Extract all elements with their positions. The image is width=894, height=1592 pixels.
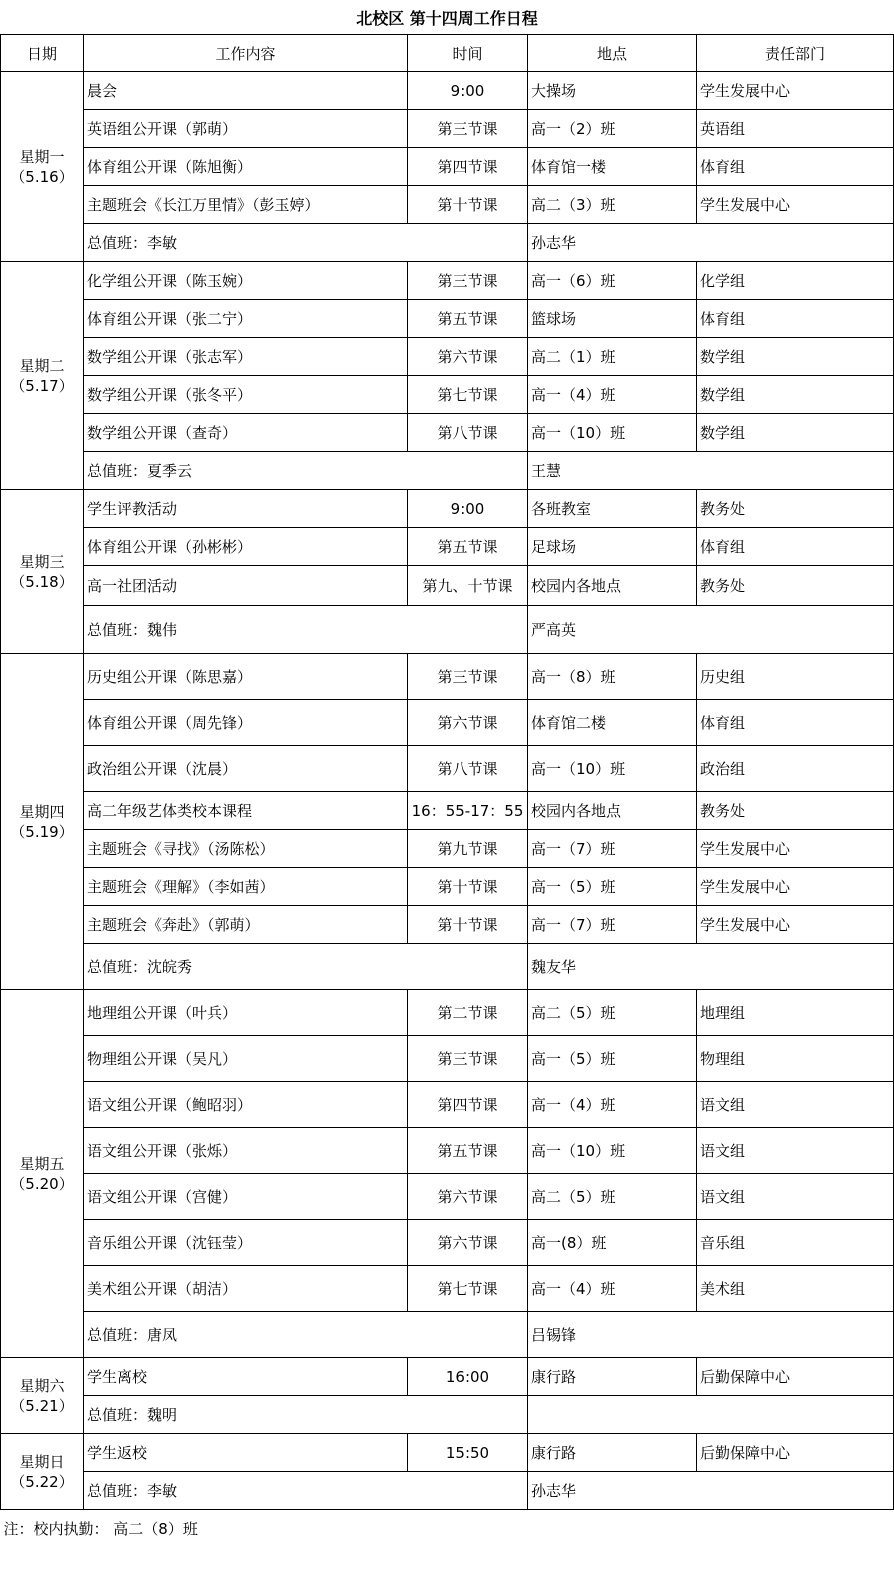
cell-place: 校园内各地点	[528, 792, 697, 830]
cell-place: 高二（3）班	[528, 186, 697, 224]
cell-content: 政治组公开课（沈晨）	[84, 746, 408, 792]
cell-dept: 化学组	[697, 262, 894, 300]
table-row	[1, 376, 894, 414]
duty-officer: 总值班：沈皖秀	[84, 944, 528, 990]
cell-dept: 教务处	[697, 792, 894, 830]
table-row	[1, 1174, 894, 1220]
day-name: 星期二	[19, 356, 65, 375]
cell-time: 第六节课	[408, 338, 528, 376]
cell-dept: 体育组	[697, 300, 894, 338]
cell-time: 9:00	[408, 490, 528, 528]
table-row	[1, 830, 894, 868]
cell-time: 第七节课	[408, 376, 528, 414]
cell-time: 第八节课	[408, 746, 528, 792]
cell-dept: 体育组	[697, 700, 894, 746]
cell-place: 高一（7）班	[528, 906, 697, 944]
day-cell	[1, 490, 84, 654]
day-name: 星期六	[19, 1376, 65, 1395]
cell-content: 主题班会《长江万里情》（彭玉婷）	[84, 186, 408, 224]
header-content: 工作内容	[84, 35, 408, 72]
cell-content: 体育组公开课（张二宁）	[84, 300, 408, 338]
day-name: 星期四	[19, 802, 65, 821]
duty-officer: 总值班：李敏	[84, 1472, 528, 1510]
cell-place: 大操场	[528, 72, 697, 110]
cell-content: 音乐组公开课（沈钰莹）	[84, 1220, 408, 1266]
duty-officer: 总值班：魏伟	[84, 606, 528, 654]
cell-place: 高一（2）班	[528, 110, 697, 148]
cell-content: 主题班会《寻找》（汤陈松）	[84, 830, 408, 868]
duty-officer-2: 孙志华	[528, 224, 894, 262]
cell-dept: 地理组	[697, 990, 894, 1036]
cell-dept: 教务处	[697, 566, 894, 606]
cell-time: 第二节课	[408, 990, 528, 1036]
cell-place: 体育馆一楼	[528, 148, 697, 186]
cell-place: 高一（10）班	[528, 414, 697, 452]
cell-time: 16：55-17：55	[408, 792, 528, 830]
cell-place: 高一（7）班	[528, 830, 697, 868]
cell-content: 化学组公开课（陈玉婉）	[84, 262, 408, 300]
cell-content: 数学组公开课（查奇）	[84, 414, 408, 452]
cell-time: 第三节课	[408, 1036, 528, 1082]
table-row	[1, 700, 894, 746]
cell-dept: 后勤保障中心	[697, 1434, 894, 1472]
day-cell	[1, 1434, 84, 1510]
cell-time: 第五节课	[408, 1128, 528, 1174]
table-row	[1, 1266, 894, 1312]
cell-content: 英语组公开课（郭萌）	[84, 110, 408, 148]
cell-content: 物理组公开课（吴凡）	[84, 1036, 408, 1082]
cell-dept: 体育组	[697, 528, 894, 566]
cell-time: 第六节课	[408, 1220, 528, 1266]
day-date: （5.21）	[10, 1396, 74, 1415]
cell-time: 第三节课	[408, 654, 528, 700]
day-date: （5.22）	[10, 1472, 74, 1491]
cell-dept: 历史组	[697, 654, 894, 700]
cell-place: 高二（1）班	[528, 338, 697, 376]
cell-place: 高一（10）班	[528, 746, 697, 792]
cell-place: 康行路	[528, 1358, 697, 1396]
cell-place: 篮球场	[528, 300, 697, 338]
cell-place: 康行路	[528, 1434, 697, 1472]
table-row	[1, 868, 894, 906]
cell-place: 体育馆二楼	[528, 700, 697, 746]
duty-officer: 总值班：夏季云	[84, 452, 528, 490]
cell-time: 第八节课	[408, 414, 528, 452]
duty-officer-2	[528, 1396, 894, 1434]
header-row	[1, 35, 894, 72]
day-name: 星期五	[19, 1154, 65, 1173]
cell-place: 高一（10）班	[528, 1128, 697, 1174]
day-name: 星期日	[19, 1452, 65, 1471]
cell-dept: 数学组	[697, 414, 894, 452]
day-date: （5.18）	[10, 572, 74, 591]
cell-time: 第十节课	[408, 906, 528, 944]
cell-content: 学生离校	[84, 1358, 408, 1396]
cell-place: 高一（8）班	[528, 654, 697, 700]
table-row	[1, 566, 894, 606]
cell-dept: 语文组	[697, 1128, 894, 1174]
header-place: 地点	[528, 35, 697, 72]
day-date: （5.20）	[10, 1174, 74, 1193]
cell-time: 第六节课	[408, 700, 528, 746]
header-date: 日期	[1, 35, 84, 72]
page-title: 北校区 第十四周工作日程	[1, 0, 894, 35]
duty-row	[1, 606, 894, 654]
duty-officer-2: 吕锡锋	[528, 1312, 894, 1358]
table-row	[1, 1220, 894, 1266]
day-date: （5.19）	[10, 822, 74, 841]
table-row	[1, 1434, 894, 1472]
cell-time: 第九、十节课	[408, 566, 528, 606]
cell-dept: 数学组	[697, 376, 894, 414]
table-row	[1, 490, 894, 528]
cell-time: 第九节课	[408, 830, 528, 868]
table-row	[1, 746, 894, 792]
table-row	[1, 262, 894, 300]
table-row	[1, 906, 894, 944]
cell-time: 第七节课	[408, 1266, 528, 1312]
cell-content: 美术组公开课（胡洁）	[84, 1266, 408, 1312]
cell-dept: 学生发展中心	[697, 906, 894, 944]
day-date: （5.17）	[10, 376, 74, 395]
table-row	[1, 1358, 894, 1396]
day-cell	[1, 654, 84, 990]
cell-dept: 体育组	[697, 148, 894, 186]
day-date: （5.16）	[10, 167, 74, 186]
cell-place: 高一（5）班	[528, 868, 697, 906]
cell-time: 第六节课	[408, 1174, 528, 1220]
header-dept: 责任部门	[697, 35, 894, 72]
duty-row	[1, 1396, 894, 1434]
duty-officer: 总值班：魏明	[84, 1396, 528, 1434]
cell-content: 历史组公开课（陈思嘉）	[84, 654, 408, 700]
footnote: 注：校内执勤： 高二（8）班	[1, 1510, 894, 1547]
header-time: 时间	[408, 35, 528, 72]
duty-row	[1, 944, 894, 990]
cell-content: 语文组公开课（张烁）	[84, 1128, 408, 1174]
cell-time: 第十节课	[408, 186, 528, 224]
duty-officer: 总值班：唐凤	[84, 1312, 528, 1358]
cell-place: 高一（4）班	[528, 1082, 697, 1128]
cell-content: 体育组公开课（陈旭衡）	[84, 148, 408, 186]
cell-dept: 后勤保障中心	[697, 1358, 894, 1396]
cell-content: 主题班会《理解》（李如茜）	[84, 868, 408, 906]
cell-time: 第四节课	[408, 1082, 528, 1128]
duty-officer: 总值班：李敏	[84, 224, 528, 262]
cell-content: 学生评教活动	[84, 490, 408, 528]
duty-row	[1, 1312, 894, 1358]
day-cell	[1, 72, 84, 262]
cell-time: 15:50	[408, 1434, 528, 1472]
cell-content: 数学组公开课（张冬平）	[84, 376, 408, 414]
cell-time: 第五节课	[408, 528, 528, 566]
cell-dept: 语文组	[697, 1174, 894, 1220]
duty-officer-2: 严高英	[528, 606, 894, 654]
cell-dept: 学生发展中心	[697, 72, 894, 110]
cell-dept: 美术组	[697, 1266, 894, 1312]
table-row	[1, 300, 894, 338]
table-row	[1, 72, 894, 110]
cell-dept: 学生发展中心	[697, 186, 894, 224]
cell-place: 高一(8）班	[528, 1220, 697, 1266]
table-row	[1, 338, 894, 376]
cell-time: 16:00	[408, 1358, 528, 1396]
cell-content: 语文组公开课（宫健）	[84, 1174, 408, 1220]
table-row	[1, 110, 894, 148]
cell-content: 学生返校	[84, 1434, 408, 1472]
cell-content: 体育组公开课（孙彬彬）	[84, 528, 408, 566]
cell-content: 语文组公开课（鲍昭羽）	[84, 1082, 408, 1128]
cell-content: 高一社团活动	[84, 566, 408, 606]
duty-row	[1, 224, 894, 262]
cell-place: 高二（5）班	[528, 1174, 697, 1220]
cell-content: 体育组公开课（周先锋）	[84, 700, 408, 746]
cell-time: 第四节课	[408, 148, 528, 186]
day-cell	[1, 1358, 84, 1434]
duty-row	[1, 1472, 894, 1510]
cell-dept: 语文组	[697, 1082, 894, 1128]
duty-officer-2: 魏友华	[528, 944, 894, 990]
cell-place: 高二（5）班	[528, 990, 697, 1036]
day-cell	[1, 262, 84, 490]
cell-content: 晨会	[84, 72, 408, 110]
table-row	[1, 528, 894, 566]
table-row	[1, 1036, 894, 1082]
table-row	[1, 148, 894, 186]
table-row	[1, 1082, 894, 1128]
cell-place: 高一（4）班	[528, 1266, 697, 1312]
cell-dept: 数学组	[697, 338, 894, 376]
cell-place: 校园内各地点	[528, 566, 697, 606]
cell-time: 第十节课	[408, 868, 528, 906]
duty-officer-2: 孙志华	[528, 1472, 894, 1510]
cell-dept: 物理组	[697, 1036, 894, 1082]
table-row	[1, 1128, 894, 1174]
duty-officer-2: 王慧	[528, 452, 894, 490]
day-cell	[1, 990, 84, 1358]
table-row	[1, 792, 894, 830]
cell-place: 足球场	[528, 528, 697, 566]
cell-dept: 英语组	[697, 110, 894, 148]
day-name: 星期一	[19, 147, 65, 166]
table-row	[1, 990, 894, 1036]
cell-place: 高一（6）班	[528, 262, 697, 300]
cell-dept: 音乐组	[697, 1220, 894, 1266]
cell-place: 高一（5）班	[528, 1036, 697, 1082]
cell-dept: 学生发展中心	[697, 830, 894, 868]
day-name: 星期三	[19, 552, 65, 571]
cell-time: 第三节课	[408, 262, 528, 300]
cell-content: 数学组公开课（张志军）	[84, 338, 408, 376]
cell-content: 地理组公开课（叶兵）	[84, 990, 408, 1036]
table-row	[1, 186, 894, 224]
cell-time: 第五节课	[408, 300, 528, 338]
cell-dept: 学生发展中心	[697, 868, 894, 906]
cell-place: 各班教室	[528, 490, 697, 528]
cell-content: 主题班会《奔赴》（郭萌）	[84, 906, 408, 944]
cell-content: 高二年级艺体类校本课程	[84, 792, 408, 830]
cell-place: 高一（4）班	[528, 376, 697, 414]
cell-time: 9:00	[408, 72, 528, 110]
table-row	[1, 414, 894, 452]
cell-dept: 政治组	[697, 746, 894, 792]
table-row	[1, 654, 894, 700]
cell-dept: 教务处	[697, 490, 894, 528]
cell-time: 第三节课	[408, 110, 528, 148]
duty-row	[1, 452, 894, 490]
